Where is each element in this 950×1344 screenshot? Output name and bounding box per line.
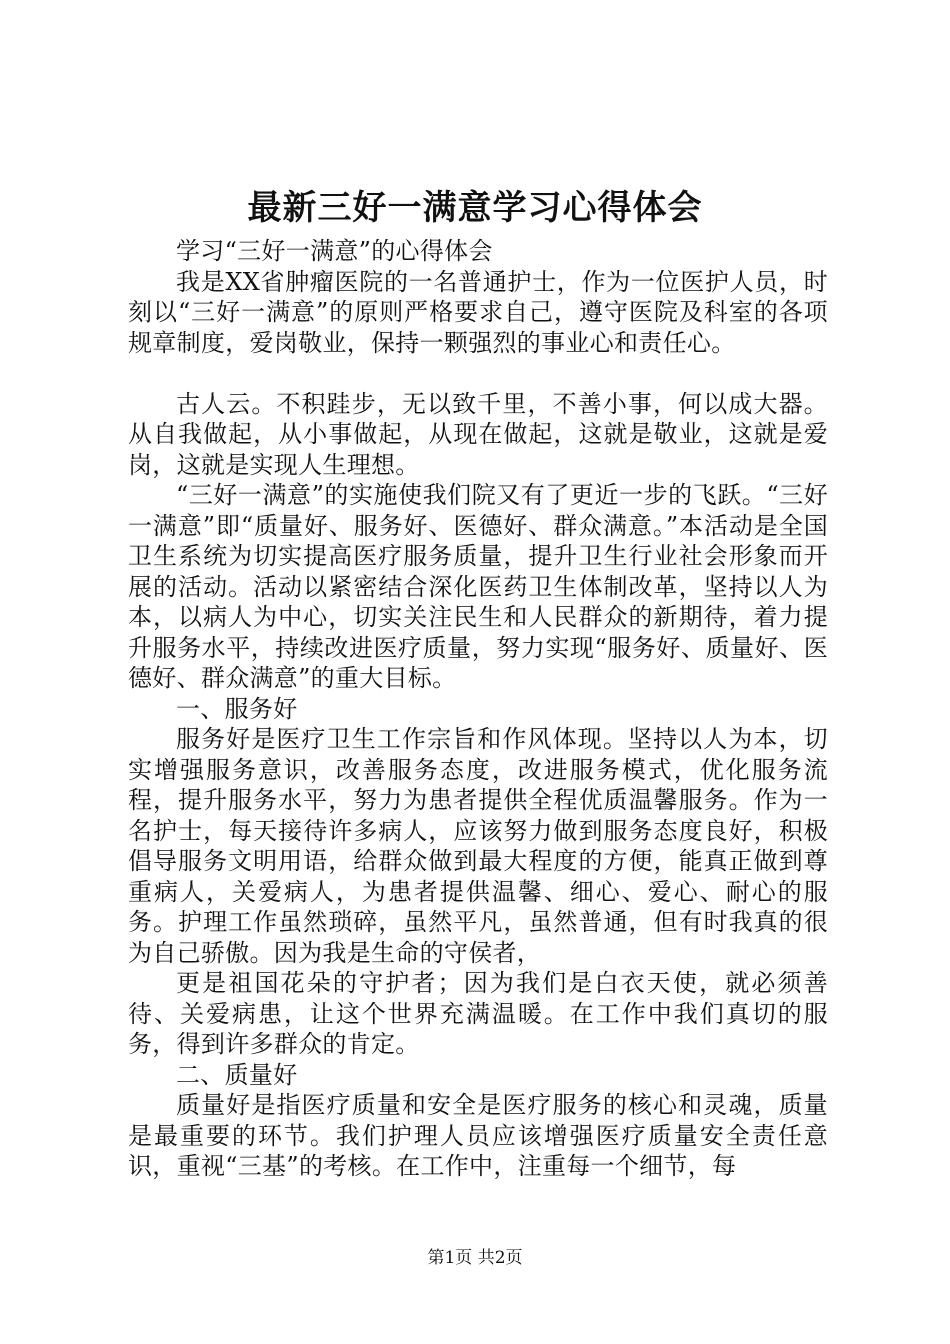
paragraph-activity: “三好一满意”的实施使我们院又有了更近一步的飞跃。“三好一满意”即“质量好、服务好、医德好、群众满意。”本活动是全国卫生系统为切实提高医疗服务质量，提升卫生行业社会形象而开展的活动。活动以紧密结合深化医药卫生体制改革，坚持以人为本，以病人为中心，切实关注民生和人民群众的新期待，着力提升服务水平，持续改进医疗质量，努力实现“服务好、质量好、医德好、群众满意”的重大目标。 [128,481,828,692]
paragraph-service-continued: 更是祖国花朵的守护者；因为我们是白衣天使，就必须善待、关爱病患，让这个世界充满温暖。在工作中我们真切的服务，得到许多群众的肯定。 [128,969,828,1058]
document-title: 最新三好一满意学习心得体会 [247,188,703,228]
section-heading-service: 一、服务好 [176,694,298,723]
document-body [128,236,828,1182]
section-heading-quality: 二、质量好 [176,1060,298,1089]
paragraph-ancient-saying: 古人云。不积跬步，无以致千里，不善小事，何以成大器。从自我做起，从小事做起，从现在做起，这就是敬业，这就是爱岗，这就是实现人生理想。 [128,389,828,479]
paragraph-intro: 我是XX省肿瘤医院的一名普通护士，作为一位医护人员，时刻以“三好一满意”的原则严格要求自己，遵守医院及科室的各项规章制度，爱岗敬业，保持一颗强烈的事业心和责任心。 [128,267,828,357]
paragraph-quality: 质量好是指医疗质量和安全是医疗服务的核心和灵魂，质量是最重要的环节。我们护理人员应该增强医疗质量安全责任意识，重视“三基”的考核。在工作中，注重每一个细节，每 [128,1091,828,1180]
paragraph-service: 服务好是医疗卫生工作宗旨和作风体现。坚持以人为本，切实增强服务意识，改善服务态度，改进服务模式，优化服务流程，提升服务水平，努力为患者提供全程优质温馨服务。作为一名护士，每天接待许多病人，应该努力做到服务态度良好，积极倡导服务文明用语，给群众做到最大程度的方便，能真正做到尊重病人，关爱病人，为患者提供温馨、细心、爱心、耐心的服务。护理工作虽然琐碎，虽然平凡，虽然普通，但有时我真的很为自己骄傲。因为我是生命的守侯者， [128,725,828,967]
paragraph-subtitle: 学习“三好一满意”的心得体会 [176,237,493,265]
page-number: 第1页 共2页 [427,1248,523,1268]
